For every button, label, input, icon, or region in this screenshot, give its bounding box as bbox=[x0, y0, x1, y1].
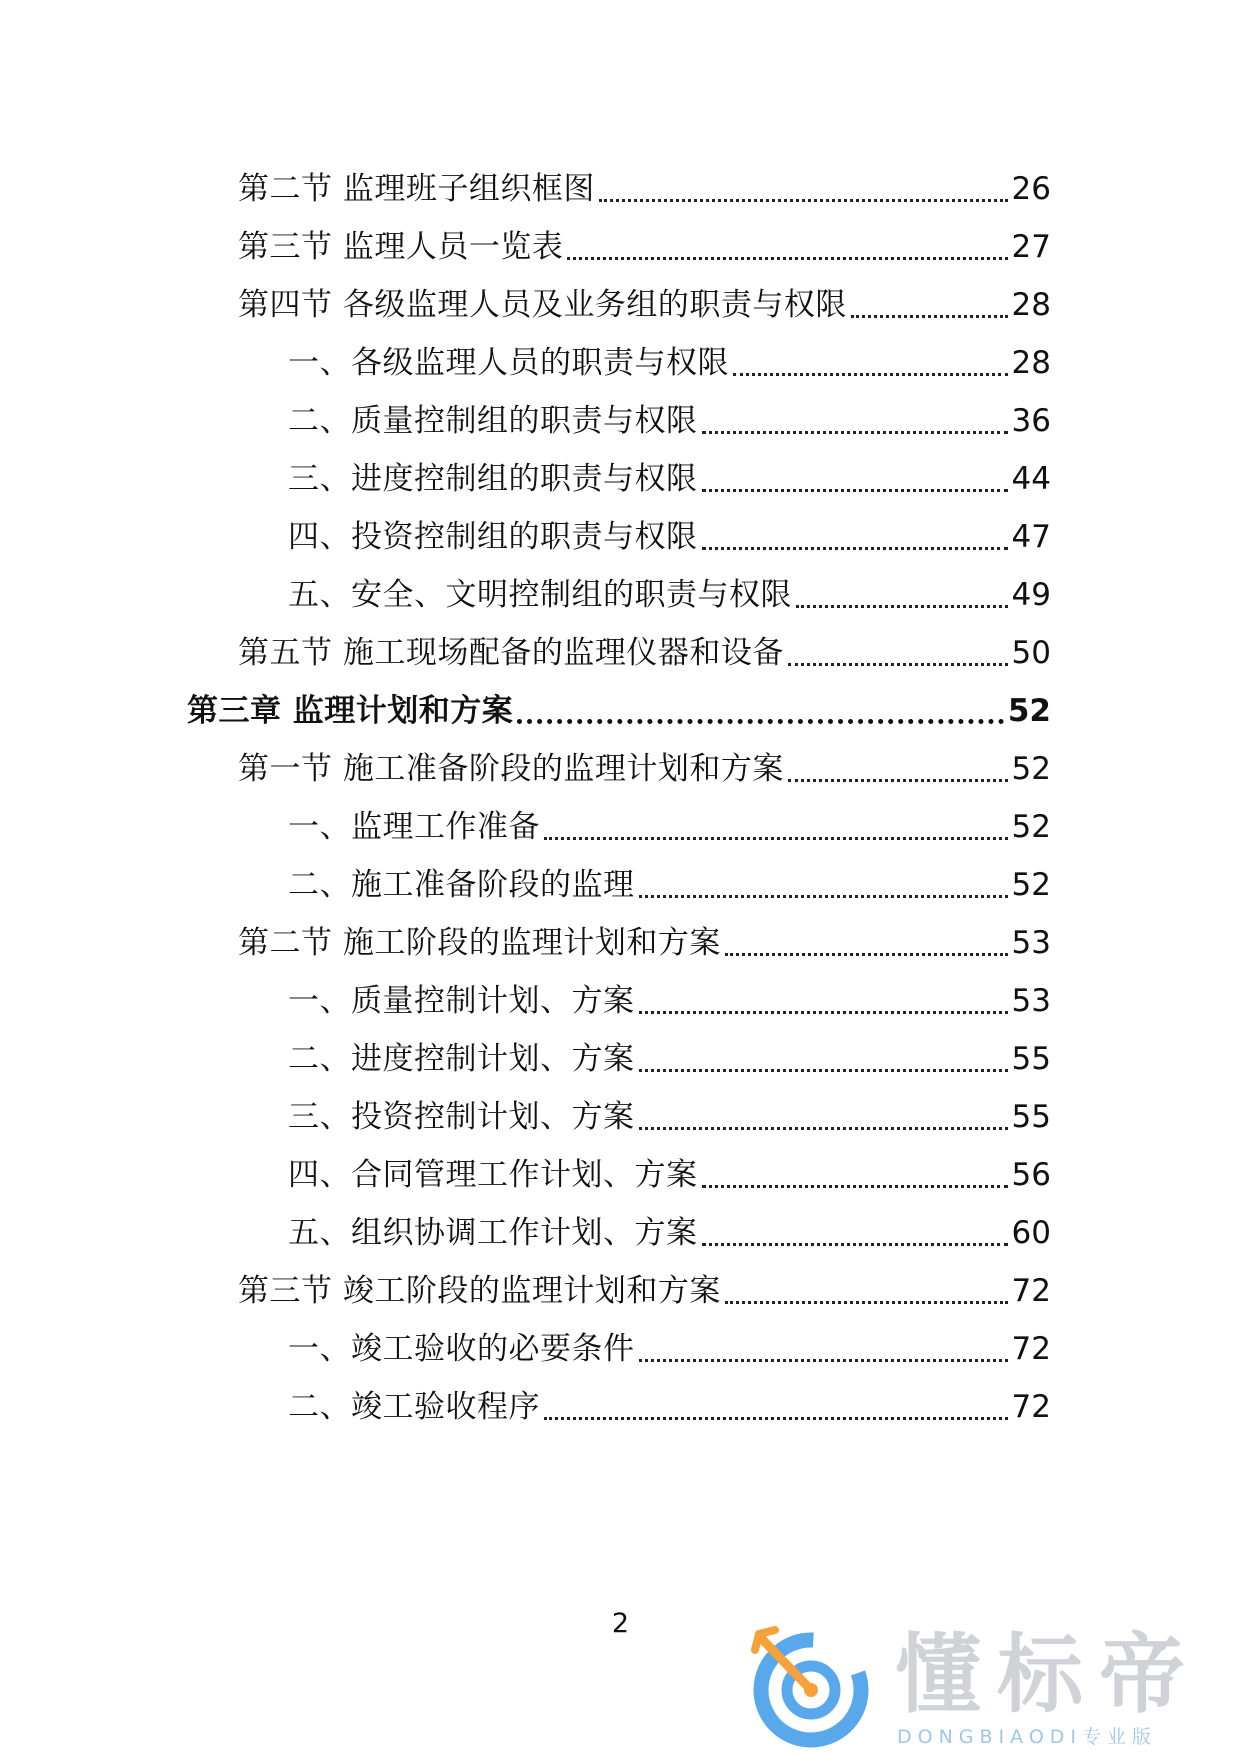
toc-entry[interactable] bbox=[288, 1034, 1051, 1084]
toc-dot-leader bbox=[796, 605, 1008, 608]
toc-entry[interactable] bbox=[238, 222, 1051, 272]
toc-dot-leader bbox=[599, 199, 1008, 202]
toc-dot-leader bbox=[702, 1243, 1008, 1246]
toc-entry-title: 第五节 施工现场配备的监理仪器和设备 bbox=[238, 635, 784, 671]
toc-entry-page: 55 bbox=[1011, 1099, 1051, 1135]
watermark-subtitle: DONGBIAODI专业版 bbox=[897, 1726, 1158, 1748]
toc-entry-title: 第三节 竣工阶段的监理计划和方案 bbox=[238, 1273, 721, 1309]
toc-dot-leader bbox=[702, 431, 1008, 434]
toc-entry[interactable] bbox=[288, 454, 1051, 504]
toc-entry-page: 47 bbox=[1011, 519, 1051, 555]
toc-entry-title: 一、监理工作准备 bbox=[288, 809, 540, 845]
toc-dot-leader bbox=[517, 719, 1004, 724]
toc-entry-title: 三、进度控制组的职责与权限 bbox=[288, 461, 698, 497]
toc-entry-title: 一、竣工验收的必要条件 bbox=[288, 1331, 635, 1367]
toc-entry[interactable] bbox=[288, 860, 1051, 910]
watermark-brand-name: 懂标帝 bbox=[895, 1625, 1201, 1725]
toc-entry-title: 一、质量控制计划、方案 bbox=[288, 983, 635, 1019]
toc-dot-leader bbox=[702, 547, 1008, 550]
toc-entry-title: 一、各级监理人员的职责与权限 bbox=[288, 345, 729, 381]
toc-entry-title: 二、质量控制组的职责与权限 bbox=[288, 403, 698, 439]
toc-entry-page: 53 bbox=[1011, 983, 1051, 1019]
toc-entry-page: 72 bbox=[1011, 1389, 1051, 1425]
toc-entry-page: 56 bbox=[1011, 1157, 1051, 1193]
toc-dot-leader bbox=[544, 837, 1008, 840]
toc-dot-leader bbox=[788, 663, 1008, 666]
toc-dot-leader bbox=[639, 1127, 1008, 1130]
toc-entry-page: 72 bbox=[1011, 1273, 1051, 1309]
toc-dot-leader bbox=[702, 489, 1008, 492]
toc-chapter-entry[interactable] bbox=[187, 686, 1051, 736]
toc-entry[interactable] bbox=[288, 976, 1051, 1026]
toc-entry-title: 第一节 施工准备阶段的监理计划和方案 bbox=[238, 751, 784, 787]
toc-entry-title: 四、投资控制组的职责与权限 bbox=[288, 519, 698, 555]
toc-entry-title: 第四节 各级监理人员及业务组的职责与权限 bbox=[238, 287, 847, 323]
toc-dot-leader bbox=[725, 1301, 1008, 1304]
toc-entry-title: 二、进度控制计划、方案 bbox=[288, 1041, 635, 1077]
target-logo-icon bbox=[745, 1620, 875, 1750]
toc-entry[interactable] bbox=[288, 1324, 1051, 1374]
toc-entry-title: 二、竣工验收程序 bbox=[288, 1389, 540, 1425]
toc-entry-title: 二、施工准备阶段的监理 bbox=[288, 867, 635, 903]
toc-entry-title: 第三章 监理计划和方案 bbox=[187, 693, 514, 729]
toc-entry-page: 26 bbox=[1011, 171, 1051, 207]
toc-dot-leader bbox=[639, 895, 1008, 898]
toc-entry-title: 三、投资控制计划、方案 bbox=[288, 1099, 635, 1135]
toc-entry-page: 53 bbox=[1011, 925, 1051, 961]
toc-entry[interactable] bbox=[238, 628, 1051, 678]
toc-dot-leader bbox=[639, 1359, 1008, 1362]
toc-entry[interactable] bbox=[288, 1150, 1051, 1200]
toc-entry-page: 50 bbox=[1011, 635, 1051, 671]
toc-entry-title: 第三节 监理人员一览表 bbox=[238, 229, 564, 265]
toc-dot-leader bbox=[733, 373, 1008, 376]
toc-entry[interactable] bbox=[238, 744, 1051, 794]
toc-entry-title: 五、安全、文明控制组的职责与权限 bbox=[288, 577, 792, 613]
toc-entry-page: 52 bbox=[1011, 751, 1051, 787]
toc-dot-leader bbox=[544, 1417, 1008, 1420]
toc-entry-title: 五、组织协调工作计划、方案 bbox=[288, 1215, 698, 1251]
toc-entry-page: 60 bbox=[1011, 1215, 1051, 1251]
toc-entry-title: 第二节 监理班子组织框图 bbox=[238, 171, 595, 207]
toc-dot-leader bbox=[639, 1011, 1008, 1014]
toc-entry[interactable] bbox=[288, 802, 1051, 852]
toc-entry-page: 55 bbox=[1011, 1041, 1051, 1077]
toc-entry-page: 52 bbox=[1007, 693, 1051, 729]
toc-dot-leader bbox=[639, 1069, 1008, 1072]
toc-entry-title: 四、合同管理工作计划、方案 bbox=[288, 1157, 698, 1193]
toc-entry-page: 36 bbox=[1011, 403, 1051, 439]
toc-dot-leader bbox=[851, 315, 1008, 318]
toc-dot-leader bbox=[788, 779, 1008, 782]
toc-entry[interactable] bbox=[288, 396, 1051, 446]
toc-entry[interactable] bbox=[288, 338, 1051, 388]
toc-entry-page: 49 bbox=[1011, 577, 1051, 613]
toc-dot-leader bbox=[725, 953, 1008, 956]
toc-entry-page: 27 bbox=[1011, 229, 1051, 265]
toc-entry[interactable] bbox=[238, 918, 1051, 968]
toc-entry[interactable] bbox=[288, 1382, 1051, 1432]
toc-entry[interactable] bbox=[288, 570, 1051, 620]
toc-entry-page: 28 bbox=[1011, 345, 1051, 381]
toc-entry[interactable] bbox=[238, 1266, 1051, 1316]
toc-entry-page: 52 bbox=[1011, 867, 1051, 903]
toc-entry-page: 28 bbox=[1011, 287, 1051, 323]
toc-entry-page: 44 bbox=[1011, 461, 1051, 497]
watermark bbox=[745, 1620, 1215, 1750]
toc-dot-leader bbox=[702, 1185, 1008, 1188]
toc-entry[interactable] bbox=[238, 164, 1051, 214]
toc-entry-page: 52 bbox=[1011, 809, 1051, 845]
toc-entry-page: 72 bbox=[1011, 1331, 1051, 1367]
toc-entry-title: 第二节 施工阶段的监理计划和方案 bbox=[238, 925, 721, 961]
toc-entry[interactable] bbox=[288, 1092, 1051, 1142]
page-number: 2 bbox=[611, 1608, 630, 1639]
toc-entry[interactable] bbox=[288, 512, 1051, 562]
toc-dot-leader bbox=[567, 257, 1007, 260]
toc-entry[interactable] bbox=[288, 1208, 1051, 1258]
toc-entry[interactable] bbox=[238, 280, 1051, 330]
